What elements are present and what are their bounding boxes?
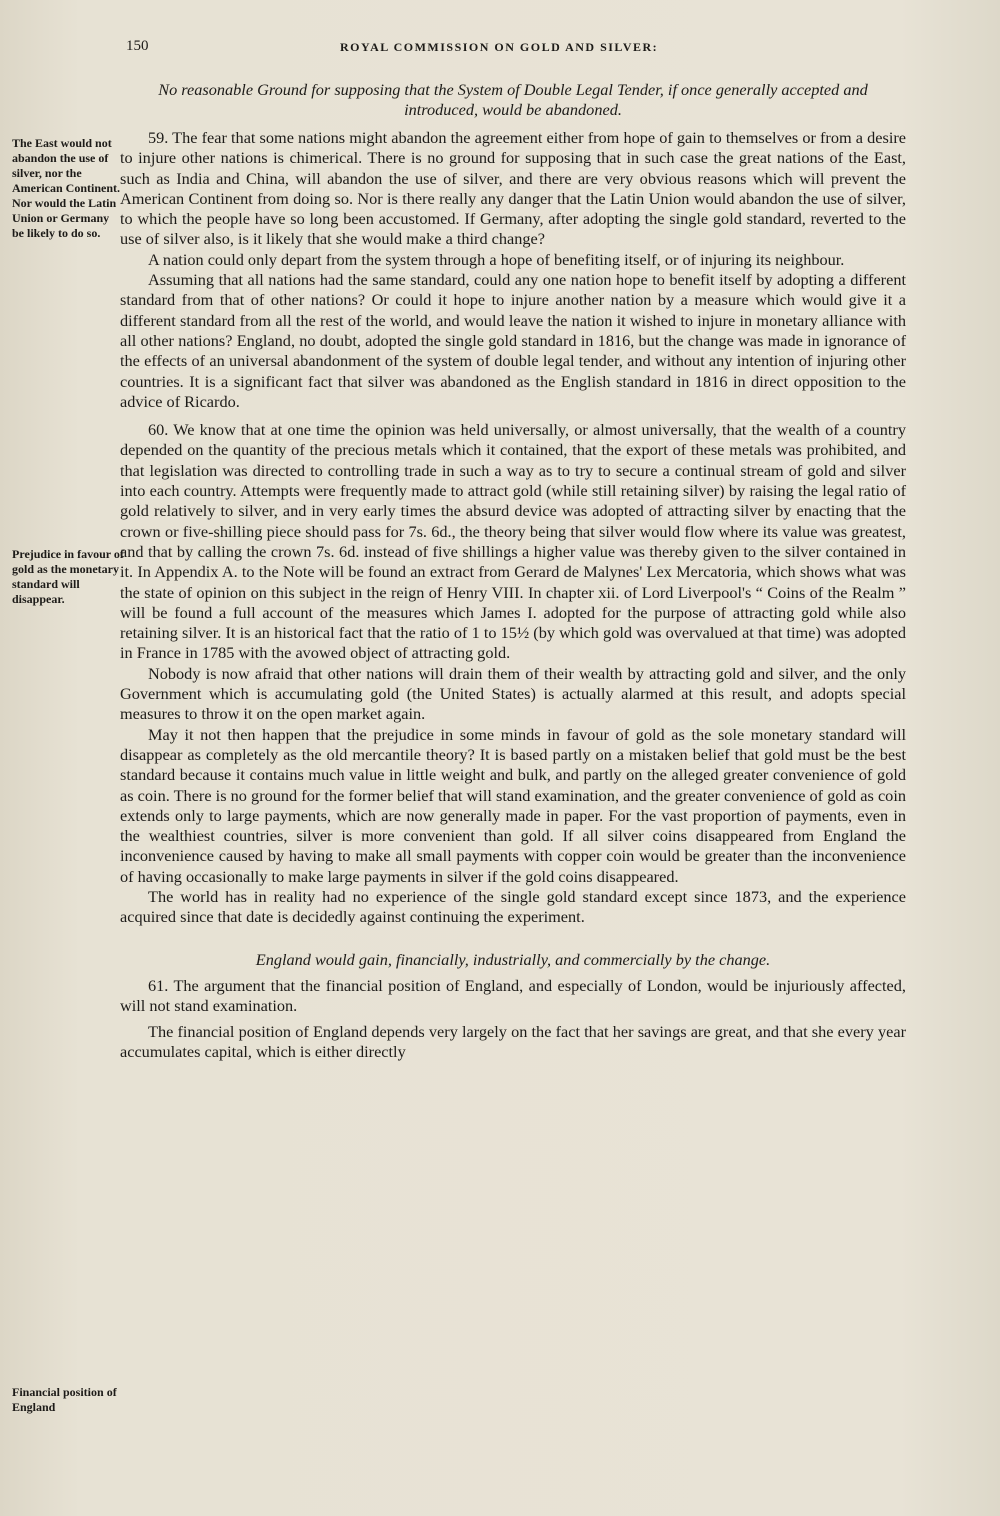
running-title: ROYAL COMMISSION ON GOLD AND SILVER: bbox=[340, 40, 659, 54]
section-heading-double-legal-tender: No reasonable Ground for supposing that the System of Double Legal Tender, if once generally accepted and introduced, would be abandoned. bbox=[158, 80, 868, 119]
sidenote-prejudice-gold: Prejudice in favour of gold as the monetary standard will disappear. bbox=[12, 547, 124, 606]
paragraph-60-b: Nobody is now afraid that other nations will drain them of their wealth by attracting gold and silver, and the only Government which is accumulating gold (the United States) is actually alarmed at this result, and adopts special measures to throw it on the open market again. bbox=[120, 663, 906, 724]
paragraph-59-b: A nation could only depart from the system through a hope of benefiting itself, or of injuring its neighbour. bbox=[148, 249, 845, 269]
section-heading-england-gain: England would gain, financially, industrially, and commercially by the change. bbox=[255, 949, 771, 969]
paragraph-61-b: The financial position of England depends very largely on the fact that her savings are great, and that she every year accumulates capital, which is either directly bbox=[120, 1022, 906, 1062]
page-header bbox=[0, 38, 1000, 58]
paragraph-60-d: The world has in reality had no experience of the single gold standard except since 1873, and the experience acquired since that date is decidedly against continuing the experiment. bbox=[120, 886, 906, 927]
sidenote-east-silver: The East would not abandon the use of silver, nor the American Continent. Nor would the Latin Union or Germany be likely to do so. bbox=[12, 136, 120, 240]
paragraph-60-c: May it not then happen that the prejudice in some minds in favour of gold as the sole monetary standard will disappear as completely as the old mercantile theory? It is based partly on a mistaken belief that gold must be the best standard because it contains much value in little weight and bulk, and partly on the alleged greater convenience of gold as coin. There is no ground for the former belief that will stand examination, and the greater convenience of gold as coin extends only to large payments, which are now generally made in paper. For the vast proportion of payments, even in the wealthiest countries, silver is more convenient than gold. If all silver coins disappeared from England the inconvenience caused by having to make all small payments with copper coin would be greater than the inconvenience of having occasionally to make large payments in silver if the gold coins disappeared. bbox=[120, 724, 906, 886]
main-text bbox=[120, 80, 906, 1063]
paragraph-61: 61. The argument that the financial position of England, and especially of London, would be injuriously affected, will not stand examination. bbox=[120, 975, 906, 1015]
paragraph-60: 60. We know that at one time the opinion was held universally, or almost universally, that the wealth of a country depended on the quantity of the precious metals which it contained, that the export of these metals was prohibited, and that legislation was directed to controlling trade in such a way as to try to secure a continual stream of gold and silver into each country. Attempts were frequently made to attract gold (while still retaining silver) by raising the legal ratio of gold relatively to silver, and in very early times the absurd device was adopted of attracting silver by enacting that the crown or five-shilling piece should pass for 7s. 6d., the theory being that silver would flow where its value was greatest, and that by calling the crown 7s. 6d. instead of five shillings a higher value was thereby given to the silver contained in it. In Appendix A. to the Note will be found an extract from Gerard de Malynes' Lex Mercatoria, which shows what was the state of opinion on this subject in the reign of Henry VIII. In chapter xii. of Lord Liverpool's “ Coins of the Realm ” will be found a full account of the measures which James I. adopted for the purpose of attracting gold while also retaining silver. It is an historical fact that the ratio of 1 to 15½ (by which gold was overvalued at that time) was adopted in France in 1785 with the avowed object of attracting gold. bbox=[120, 420, 906, 663]
sidenote-financial-position: Financial position of England bbox=[12, 1385, 117, 1414]
paragraph-59-c: Assuming that all nations had the same standard, could any one nation hope to benefit itself by adopting a different standard from that of other nations? Or could it hope to injure another nation by a measure which would give it a different standard from all the rest of the world, and would leave the nation it wished to injure in monetary alliance with all other nations? England, no doubt, adopted the single gold standard in 1816, but the change was made in ignorance of the effects of an universal abandonment of the system of double legal tender, and without any intention of injuring other countries. It is a significant fact that silver was abandoned as the English standard in 1816 in direct opposition to the advice of Ricardo. bbox=[120, 270, 906, 411]
page-number: 150 bbox=[126, 38, 149, 54]
paragraph-59: 59. The fear that some nations might abandon the agreement either from hope of gain to themselves or from a desire to injure other nations is chimerical. There is no ground for supposing that in such case the great nations of the East, such as India and China, will abandon the use of silver, and there are very obvious reasons which will prevent the American Continent from doing so. Nor is there really any danger that the Latin Union would abandon the use of silver, to which the people have so long been accustomed. If Germany, after adopting the single gold standard, reverted to the use of silver also, is it likely that she would make a third change? bbox=[120, 128, 906, 249]
